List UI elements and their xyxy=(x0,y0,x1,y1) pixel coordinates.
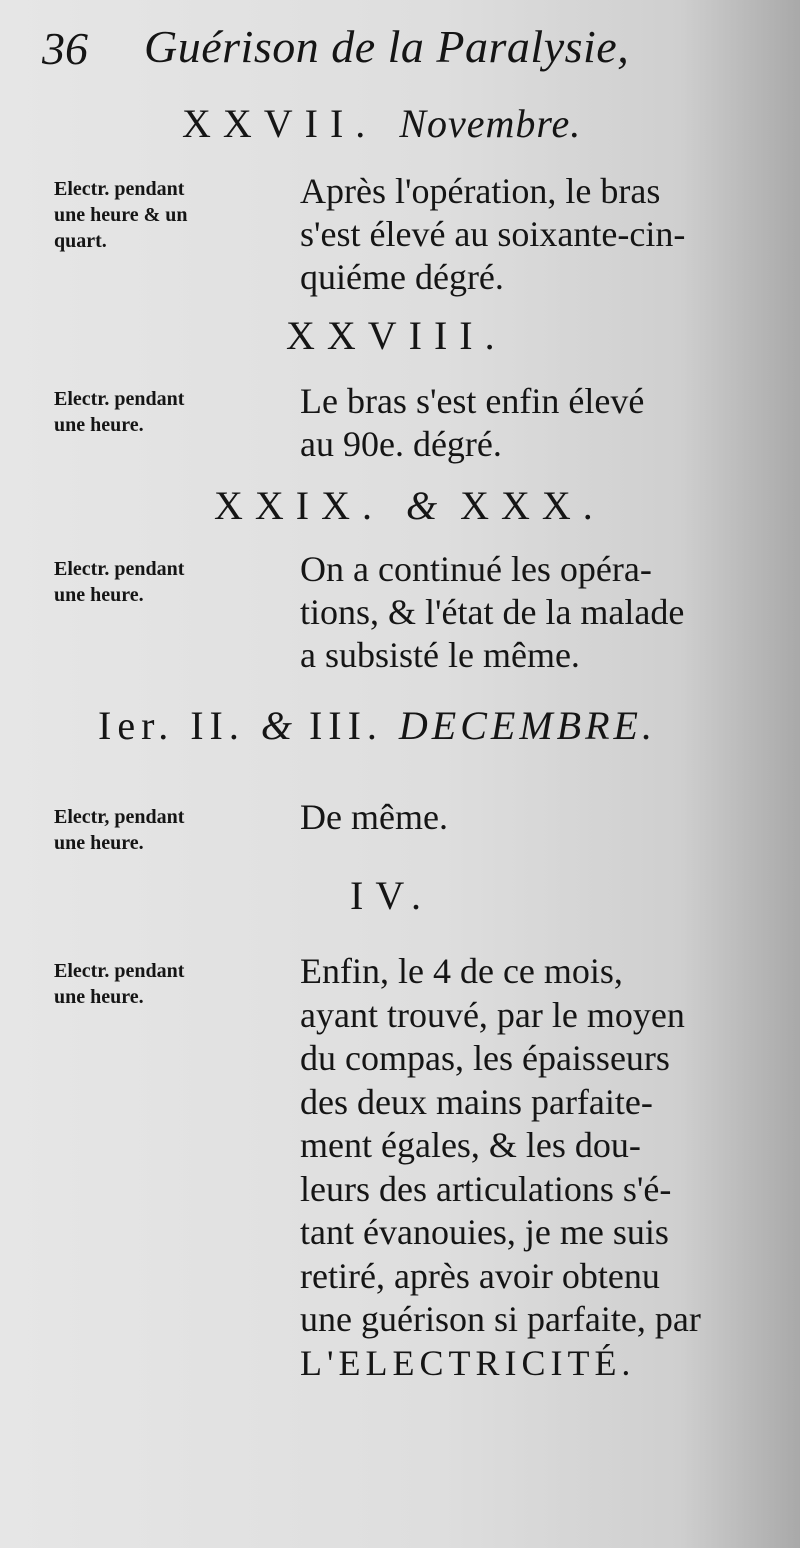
day-numeral: XXIX. xyxy=(214,483,384,528)
month-name: Novembre. xyxy=(399,101,582,146)
margin-note-line: quart. xyxy=(54,230,107,252)
entry-text xyxy=(300,950,760,1385)
text-line: On a continué les opéra- xyxy=(300,549,652,589)
text-line: a subsisté le même. xyxy=(300,635,580,675)
day-numeral: XXVII. xyxy=(182,101,378,146)
margin-note xyxy=(54,958,280,1010)
entry-text xyxy=(300,796,760,839)
entry-heading xyxy=(182,100,581,147)
margin-note xyxy=(54,556,280,608)
text-line: De même. xyxy=(300,797,448,837)
margin-note-line: Electr. pendant xyxy=(54,388,185,410)
text-line: du compas, les épaisseurs xyxy=(300,1038,670,1078)
text-line: au 90e. dégré. xyxy=(300,424,502,464)
day-numeral: Ier. II. xyxy=(98,703,245,748)
margin-note-line: Electr. pendant xyxy=(54,558,185,580)
text-line: retiré, après avoir obtenu xyxy=(300,1255,660,1296)
text-line: quiéme dégré. xyxy=(300,257,504,297)
day-numeral: XXVIII. xyxy=(286,313,507,358)
page-number: 36 xyxy=(42,23,88,74)
entry-heading xyxy=(214,482,605,529)
text-line: tions, & l'état de la malade xyxy=(300,592,685,632)
margin-note xyxy=(54,386,280,438)
entry-text xyxy=(300,380,760,466)
margin-note-line: Electr. pendant xyxy=(54,960,185,982)
text-line: Après l'opération, le bras xyxy=(300,171,661,211)
text-line: leurs des articulations s'é- xyxy=(300,1168,672,1209)
text-line: s'est élevé au soixante-cin- xyxy=(300,214,686,254)
margin-note-line: une heure. xyxy=(54,584,144,606)
margin-note-line: une heure & un xyxy=(54,204,188,226)
text-line: tant évanouies, je me suis xyxy=(300,1212,669,1252)
margin-note-line: une heure. xyxy=(54,832,144,854)
margin-note-line: Electr. pendant xyxy=(54,178,185,200)
text-line: ment égales, & les dou- xyxy=(300,1125,641,1165)
text-line: des deux mains parfaite- xyxy=(300,1081,653,1122)
margin-note-line: une heure. xyxy=(54,986,144,1008)
margin-note-line: Electr, pendant xyxy=(54,806,185,828)
entry-text xyxy=(300,548,760,677)
closing-signature-line: L'ELECTRICITÉ. xyxy=(300,1342,636,1383)
day-numeral: IV. xyxy=(350,873,434,918)
text-line: ayant trouvé, par le moyen xyxy=(300,994,685,1035)
margin-note xyxy=(54,176,280,254)
text-line: Le bras s'est enfin élevé xyxy=(300,381,645,421)
text-line: une guérison si parfaite, par xyxy=(300,1299,701,1339)
entry-text xyxy=(300,170,760,299)
entry-heading xyxy=(350,872,433,919)
text-line: Enfin, le 4 de ce mois, xyxy=(300,951,623,991)
ampersand: & xyxy=(260,703,293,748)
running-title: Guérison de la Paralysie, xyxy=(144,21,630,72)
day-numeral: III. xyxy=(308,703,383,748)
margin-note-line: une heure. xyxy=(54,414,144,436)
month-name: DECEMBRE. xyxy=(398,703,656,748)
margin-note xyxy=(54,804,280,856)
entry-heading xyxy=(286,312,507,359)
ampersand: & xyxy=(405,483,439,528)
day-numeral: XXX. xyxy=(460,483,605,528)
entry-heading xyxy=(98,702,656,749)
